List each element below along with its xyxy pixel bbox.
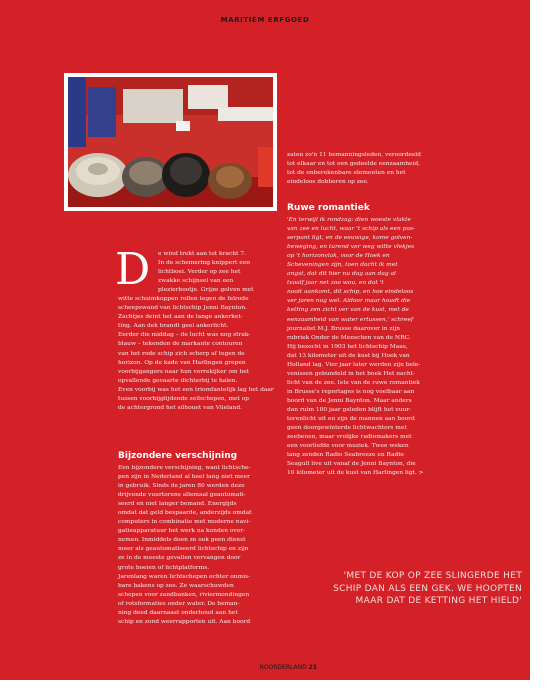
intro-paragraph [118, 250, 278, 413]
text-line: tot de onberekenbare elementen en het [287, 170, 406, 177]
text-line: scheepswand van lichtschip Jenni Baynton. [118, 305, 247, 312]
text-line: meer als geautomatiseerd lichtschip en zijn [118, 546, 249, 553]
quote-line: eenzaamheid van water ertussen,' schreef [287, 316, 414, 323]
text-line: witte schuimkoppen rollen tegen de felrode [118, 296, 249, 303]
text-line: grote boeien of lichtplatforms. [118, 564, 210, 571]
text-line: Een bijzondere verschijning, want lichtsche- [118, 465, 251, 471]
text-line: dan ruim 100 jaar geleden blijft het vuur- [287, 406, 412, 413]
text-line: van het rode schip zich scherp af tegen de [118, 350, 245, 357]
text-line: horizon. Op de kade van Harlingen grepen [118, 359, 246, 366]
quote-line: ver jaren nog wel. Aldoor maar houdt die [287, 298, 411, 305]
text-line: drijvende vuurtorens allemaal geautomati- [118, 492, 246, 499]
text-line: zwakke schijnsel van een [158, 278, 234, 285]
text-line: of rotsformaties onder water. De beman- [118, 600, 240, 607]
photo-frame [64, 73, 277, 211]
text-line: lichtboei. Verder op zee het [158, 269, 241, 276]
text-line: Even voorbij was het een triomfantelijk lag het daar [118, 386, 274, 393]
text-line: zeebenen, maar vrolijke radiomakers met [287, 434, 412, 441]
text-line: ting. Aan dek brandt geel ankerlicht. [118, 323, 229, 330]
col2-intro [287, 151, 452, 187]
text-line: lang zenden Radio Seabreeze en Radio [287, 452, 404, 459]
quote-line: 'En terwijl ik rondzag: dien woeste vlakte [287, 217, 412, 223]
text-line: Eerder die middag – de lucht was nog strak- [118, 332, 251, 339]
text-line: e wind trekt aan tot kracht 7. [158, 251, 246, 257]
text-line: in Brusse's reportages is nog voelbaar aan [287, 388, 415, 395]
text-line: boord van de Jenni Baynton. Maar anders [287, 397, 412, 404]
text-line: blauw – tekenden de markante contouren [118, 341, 243, 348]
quote-line: Scheveningen zijn, toen dacht ik met [287, 262, 398, 269]
text-line: licht van de zee. Iets van de ruwe romantiek [287, 379, 420, 386]
text-line: voorbijgangers naar hun verrekijker om het [118, 368, 250, 375]
page-margin-bottom [0, 680, 556, 697]
text-line: Seagull live uit vanaf de Jenni Baynton, die [287, 461, 416, 468]
text-line: dat 13 kilometer uit de kust bij Hoek van [287, 352, 410, 359]
text-line: rubriek Onder de Menschen van de NRC. [287, 334, 411, 341]
page-margin-right [530, 0, 556, 697]
quote-line: op 't horizonvlak, voor de Hoek en [287, 253, 390, 260]
section-label: MARITIEM ERFGOED [220, 16, 310, 24]
text-line: opvallende gevaarte dichterbij te halen. [118, 377, 238, 384]
text-line: computers in combinatie met moderne navi- [118, 519, 251, 526]
text-line: tot elkaar en tot een gedeelde eenzaamheid, [287, 161, 421, 168]
section2-body [287, 216, 452, 478]
quote-line: ketting zen zicht ver van de kust, met de [287, 307, 409, 314]
text-line: pen zijn in Nederland al heel lang niet meer [118, 474, 250, 481]
quote-line: van zee en lucht, waar 't schip als een pas- [287, 226, 415, 233]
text-line: Hij bezocht in 1903 het lichtschip Maas, [287, 343, 408, 350]
quote-line: tvaalf jaar net zoo wou, en dat 't [287, 280, 384, 287]
text-line: ning deed daarnaast onderhoud aan het [118, 609, 238, 616]
text-line: eindeloos dobberen op zee. [287, 179, 369, 186]
text-line: plezierbootje. Grijze golven met [158, 287, 254, 294]
quote-line: beweging, en turend ver weg witte vlekjes [287, 244, 415, 251]
text-line: 10 kilometer uit de kust van Harlingen ligt. > [287, 470, 424, 477]
drop-cap: D [115, 244, 151, 295]
subheading-bijzondere: Bijzondere verschijning [118, 451, 238, 461]
text-line: Zachtjes deint het aan de lange ankerket- [118, 314, 243, 321]
text-line: ze in de meeste gevallen vervangen door [118, 555, 241, 562]
section1-body [118, 464, 278, 627]
quote-line: angst, dat dit hier nu dag aan dag al [287, 271, 396, 278]
ropes-photo [68, 77, 273, 207]
text-line: in gebruik. Sinds de jaren 80 werden deze [118, 483, 245, 490]
text-line: bare bakens op zee. Ze waarschuwden [118, 582, 234, 589]
text-line: Holland lag. Vier jaar later werden zijn bele- [287, 361, 421, 368]
text-line: de achtergrond het silhouet van Vlieland. [118, 404, 242, 411]
quote-line: serpunt ligt, en de eeuwige, kome golven- [287, 235, 413, 242]
text-line: venissen gebundeld in het boek Het nacht- [287, 370, 416, 377]
text-line: een voorliefde voor muziek. Twee weken [287, 443, 409, 450]
pull-quote: 'MET DE KOP OP ZEE SLINGERDE HET SCHIP DAN ALS EEN GEK. WE HOOPTEN MAAR DAT DE KETTING HET HIELD' [333, 571, 522, 606]
text-line: torenlicht uit en zijn de mannen aan boord [287, 416, 415, 423]
text-line: schip en zond weerrapporten uit. Aan boord [118, 618, 251, 625]
text-line: geen doorgewinterde lichtwachters met [287, 425, 407, 432]
magazine-name: NOORDERLAND [259, 664, 307, 671]
quote-line: nooit aankomt, dit schip, en hoe eindeloos [287, 289, 414, 296]
subheading-ruwe-romantiek: Ruwe romantiek [287, 203, 370, 213]
text-line: gatieapparatuur het werk na konden over- [118, 528, 246, 535]
text-line: Jarenlang waren lichtschepen echter onmis- [118, 573, 251, 580]
text-line: seerd en niet langer bemand. Energijds [118, 501, 237, 508]
text-line: nemen. Inmiddels doen ze ook geen dienst [118, 537, 246, 544]
text-line: omdat dat geld bespaarde, anderzijds omdat [118, 510, 252, 517]
text-line: schepen voor zandbanken, riviermondingen [118, 591, 250, 598]
text-line: In de schemering knippert een [158, 260, 251, 267]
text-line: zaten zo'n 11 bemanningsleden, veroordeeld [287, 152, 421, 158]
page-number: 21 [308, 664, 317, 671]
text-line: tussen voorbijglijdende zeilschepen, met op [118, 395, 250, 402]
text-line: journalist M.J. Brusse daarover in zijn [287, 325, 401, 332]
